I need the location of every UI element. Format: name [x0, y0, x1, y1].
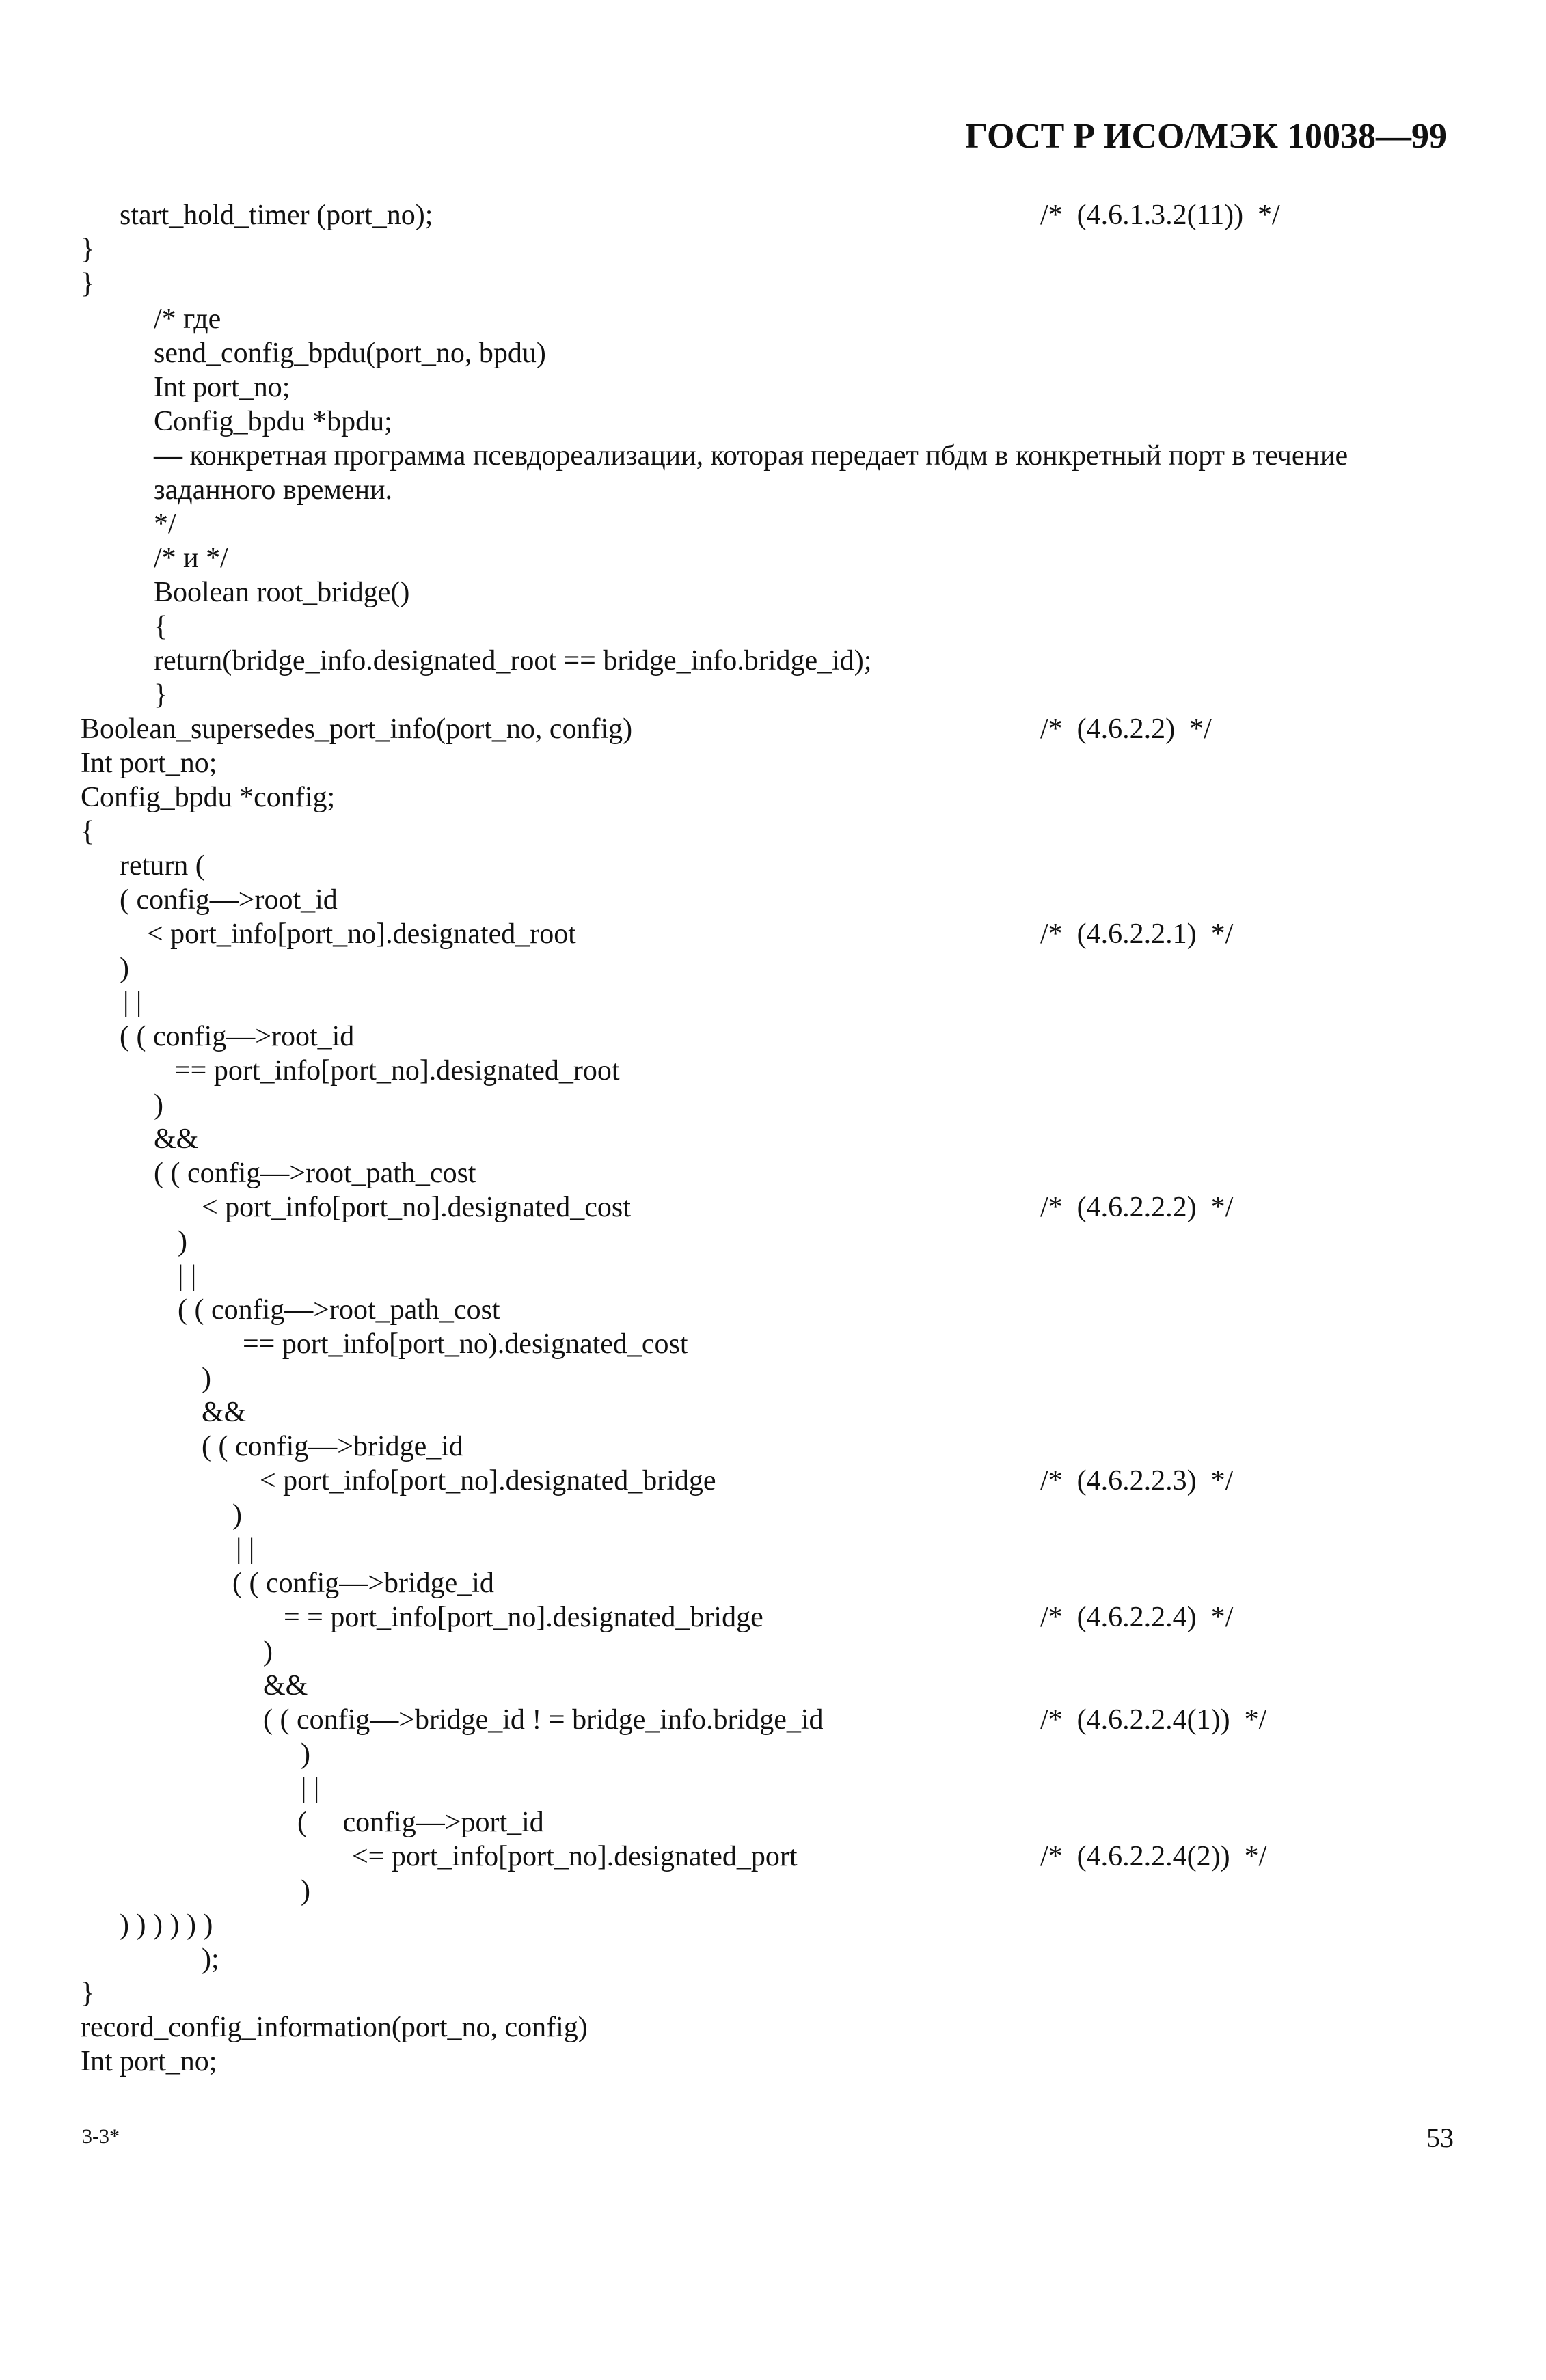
code-line: < port_info[port_no].designated_bridge: [260, 1465, 716, 1496]
page-number: 53: [1426, 2122, 1454, 2153]
code-line: }: [81, 234, 95, 265]
code-line: ) ) ) ) ) ): [120, 1909, 213, 1941]
code-line: ( config—>port_id: [297, 1807, 544, 1838]
code-line: send_config_bpdu(port_no, bpdu): [154, 338, 546, 369]
code-line: ): [232, 1499, 242, 1531]
code-line: < port_info[port_no].designated_root: [147, 918, 576, 950]
code-line: }: [81, 1978, 95, 2009]
clause-reference-comment: /* (4.6.2.2.2) */: [1040, 1192, 1234, 1223]
code-line: = = port_info[port_no].designated_bridge: [284, 1602, 763, 1633]
code-line: Int port_no;: [81, 748, 217, 779]
code-line: /* где: [154, 303, 221, 335]
code-line: Config_bpdu *bpdu;: [154, 406, 392, 437]
code-line: Int port_no;: [81, 2046, 217, 2077]
code-line: record_config_information(port_no, config): [81, 2012, 588, 2043]
code-line: ( ( config—>root_path_cost: [178, 1294, 500, 1326]
code-line: ): [154, 1089, 163, 1121]
code-line: {: [81, 816, 95, 847]
code-line: );: [202, 1943, 219, 1975]
code-line: Boolean_supersedes_port_info(port_no, config): [81, 713, 633, 745]
clause-reference-comment: /* (4.6.2.2.4(1)) */: [1040, 1704, 1267, 1736]
code-line: return (: [120, 850, 205, 881]
code-line: | |: [178, 1260, 197, 1291]
code-line: ): [263, 1636, 273, 1667]
signature-mark: 3-3*: [82, 2125, 120, 2148]
code-line: | |: [236, 1533, 255, 1565]
code-line: ( ( config—>bridge_id ! = bridge_info.bridge_id: [263, 1704, 824, 1736]
code-line: &&: [202, 1397, 247, 1428]
code-line: ( ( config—>root_id: [120, 1021, 355, 1052]
code-line: ( config—>root_id: [120, 884, 338, 916]
code-line: return(bridge_info.designated_root == bridge_info.bridge_id);: [154, 645, 872, 676]
document-header: ГОСТ Р ИСО/МЭК 10038—99: [965, 117, 1447, 156]
code-line: ( ( config—>bridge_id: [202, 1431, 463, 1462]
code-line: &&: [154, 1123, 199, 1155]
code-line: == port_info[port_no].designated_root: [174, 1055, 620, 1086]
code-line: Config_bpdu *config;: [81, 782, 336, 813]
code-line: Boolean root_bridge(): [154, 577, 410, 608]
code-line: ): [202, 1363, 211, 1394]
code-line: == port_info[port_no).designated_cost: [243, 1328, 688, 1360]
code-line: }: [81, 268, 95, 299]
clause-reference-comment: /* (4.6.2.2.1) */: [1040, 918, 1234, 950]
clause-reference-comment: /* (4.6.2.2.4(2)) */: [1040, 1841, 1267, 1872]
code-line: заданного времени.: [154, 474, 393, 506]
code-line: Int port_no;: [154, 372, 290, 403]
code-line: {: [154, 611, 168, 642]
code-line: ( ( config—>bridge_id: [232, 1568, 494, 1599]
code-line: ): [120, 953, 129, 984]
code-line: */: [154, 508, 176, 540]
code-line: ( ( config—>root_path_cost: [154, 1158, 476, 1189]
code-line: &&: [263, 1670, 308, 1701]
clause-reference-comment: /* (4.6.1.3.2(11)) */: [1040, 200, 1280, 231]
code-line: ): [301, 1875, 310, 1906]
code-line: ): [301, 1738, 310, 1770]
code-line: /* и */: [154, 543, 228, 574]
clause-reference-comment: /* (4.6.2.2.4) */: [1040, 1602, 1234, 1633]
code-line: <= port_info[port_no].designated_port: [352, 1841, 798, 1872]
code-line: < port_info[port_no].designated_cost: [202, 1192, 631, 1223]
code-line: start_hold_timer (port_no);: [120, 200, 433, 231]
clause-reference-comment: /* (4.6.2.2) */: [1040, 713, 1212, 745]
code-line: ): [178, 1226, 187, 1257]
code-line: | |: [301, 1773, 320, 1804]
code-line: — конкретная программа псевдореализации, которая передает пбдм в конкретный порт в течение: [154, 440, 1348, 471]
code-line: }: [154, 679, 168, 711]
code-line: | |: [123, 987, 142, 1018]
clause-reference-comment: /* (4.6.2.2.3) */: [1040, 1465, 1234, 1496]
